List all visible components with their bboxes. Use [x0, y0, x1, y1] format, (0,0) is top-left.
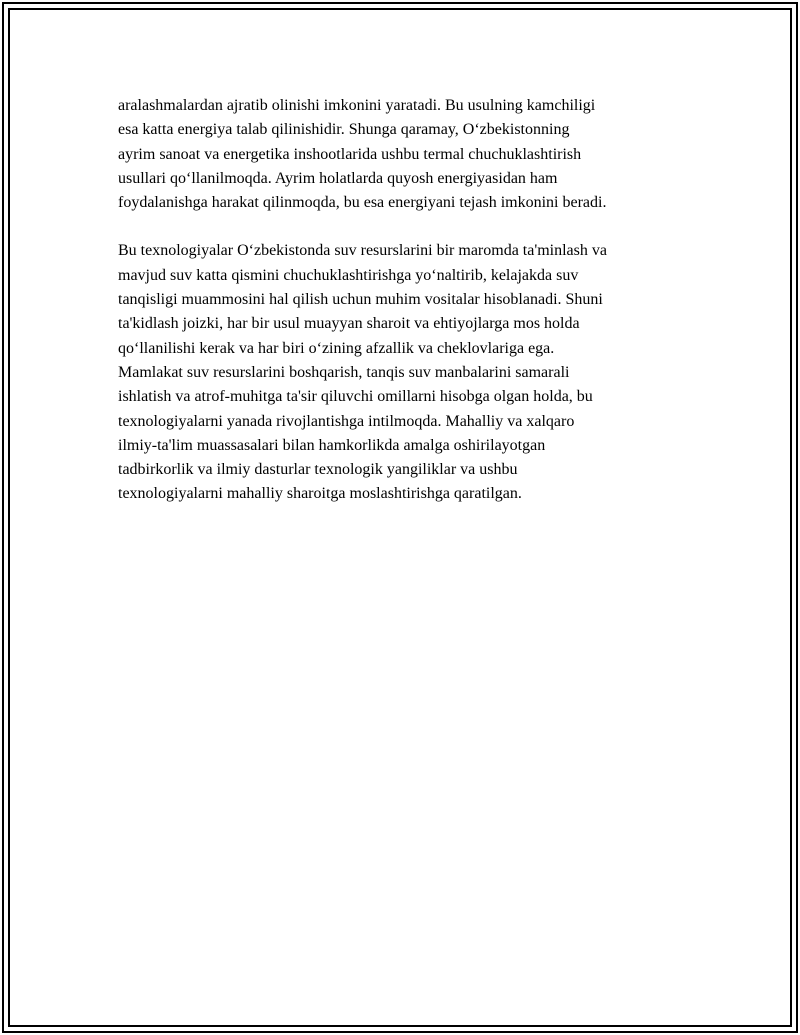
text-line: tadbirkorlik va ilmiy dasturlar texnologik yangiliklar va ushbu	[118, 461, 518, 479]
document-body	[118, 94, 698, 507]
text-line: esa katta energiya talab qilinishidir. Shunga qaramay, O‘zbekistonning	[118, 121, 570, 139]
paragraph-2	[118, 239, 698, 506]
text-line: tanqisligi muammosini hal qilish uchun muhim vositalar hisoblanadi. Shuni	[118, 291, 603, 309]
text-line: ayrim sanoat va energetika inshootlarida ushbu termal chuchuklashtirish	[118, 145, 582, 163]
paragraph-1	[118, 94, 698, 215]
text-line: Mamlakat suv resurslarini boshqarish, tanqis suv manbalarini samarali	[118, 363, 570, 381]
text-line: Bu texnologiyalar O‘zbekistonda suv resurslarini bir maromda ta'minlash va	[118, 242, 607, 260]
text-line: mavjud suv katta qismini chuchuklashtirishga yo‘naltirib, kelajakda suv	[118, 266, 579, 284]
text-line: ishlatish va atrof-muhitga ta'sir qiluvchi omillarni hisobga olgan holda, bu	[118, 388, 593, 406]
text-line: texnologiyalarni yanada rivojlantishga intilmoqda. Mahalliy va xalqaro	[118, 412, 575, 430]
text-line: ilmiy-ta'lim muassasalari bilan hamkorlikda amalga oshirilayotgan	[118, 436, 546, 454]
text-line: usullari qo‘llanilmoqda. Ayrim holatlarda quyosh energiyasidan ham	[118, 169, 558, 187]
text-line: texnologiyalarni mahalliy sharoitga moslashtirishga qaratilgan.	[118, 485, 522, 503]
text-line: qo‘llanilishi kerak va har biri o‘zining afzallik va cheklovlariga ega.	[118, 339, 555, 357]
text-line: ta'kidlash joizki, har bir usul muayyan sharoit va ehtiyojlarga mos holda	[118, 315, 580, 333]
text-line: foydalanishga harakat qilinmoqda, bu esa energiyani tejash imkonini beradi.	[118, 194, 607, 212]
text-line: aralashmalardan ajratib olinishi imkonini yaratadi. Bu usulning kamchiligi	[118, 97, 596, 114]
